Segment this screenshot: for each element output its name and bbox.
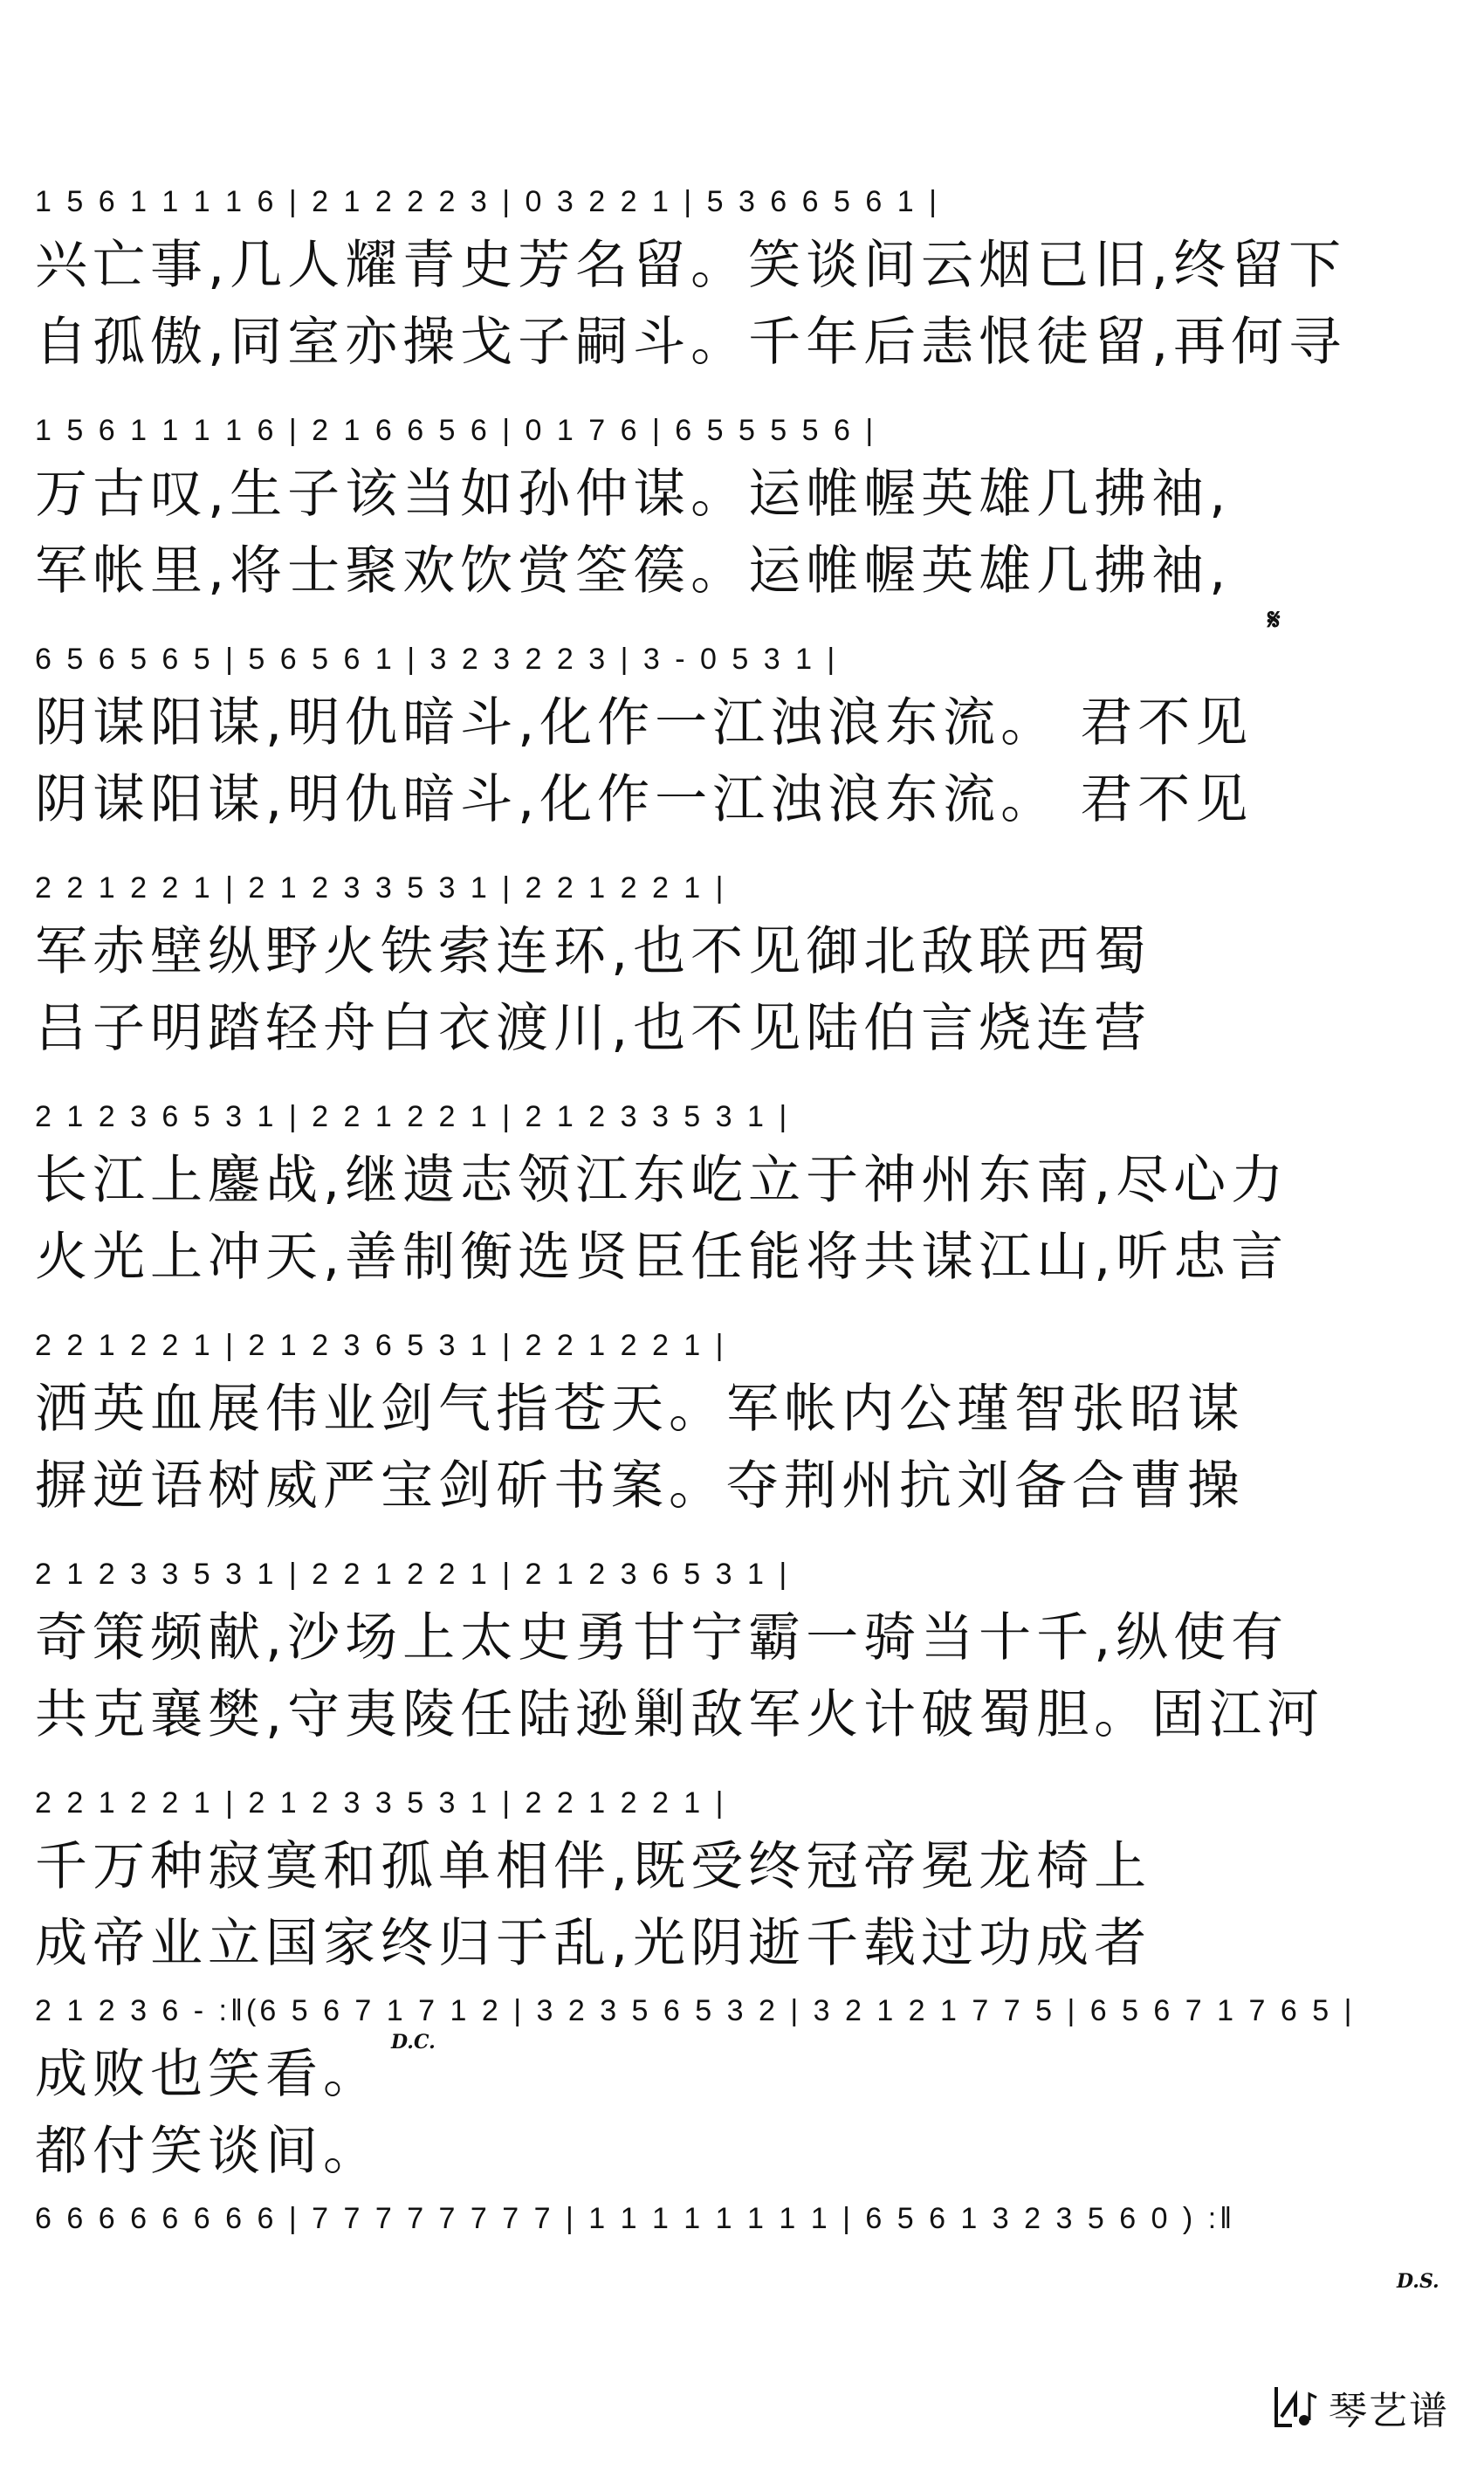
notation-text: 2 1 2 3 3 5 3 1 | 2 2 1 2 2 1 | 2 1 2 3 6 5 3 1 | xyxy=(35,1558,791,1591)
site-logo xyxy=(1269,2379,1449,2435)
lyric-line-verse-1: 长江上鏖战,继遗志领江东屹立于神州东南,尽心力 xyxy=(35,1150,1289,1211)
segno-mark: 𝄋 xyxy=(1268,602,1281,637)
notation-text: 6 5 6 5 6 5 | 5 6 5 6 1 | 3 2 3 2 2 3 | 3 - 0 5 3 1 | xyxy=(35,643,839,676)
notation-line xyxy=(35,623,1453,685)
notation-text: 6 6 6 6 6 6 6 6 | 7 7 7 7 7 7 7 7 | 1 1 1 1 1 1 1 1 | 6 5 6 1 3 2 3 5 6 0 ) :‖ xyxy=(35,2202,1236,2235)
lyric-line-verse-2: 火光上冲天,善制衡选贤臣任能将共谋江山,听忠言 xyxy=(35,1227,1289,1288)
notation-text: 2 2 1 2 2 1 | 2 1 2 3 3 5 3 1 | 2 2 1 2 2 1 | xyxy=(35,1786,727,1820)
music-system xyxy=(35,1767,1453,1982)
lyric-line-verse-2: 摒逆语树威严宝剑斫书案。夺荆州抗刘备合曹操 xyxy=(35,1455,1245,1517)
lyric-line-verse-1: 军赤壁纵野火铁索连环,也不见御北敌联西蜀 xyxy=(35,921,1152,982)
notation-text: 2 1 2 3 6 5 3 1 | 2 2 1 2 2 1 | 2 1 2 3 3 5 3 1 | xyxy=(35,1100,791,1133)
notation-text: 2 1 2 3 6 - :‖(6 5 6 7 1 7 1 2 | 3 2 3 5 6 5 3 2 | 3 2 1 2 1 7 7 5 | 6 5 6 7 1 7 6 5 | xyxy=(35,1994,1356,2027)
music-system xyxy=(35,623,1453,838)
music-system xyxy=(35,166,1453,381)
lyric-line-verse-1: 万古叹,生子该当如孙仲谋。运帷幄英雄几拂袖, xyxy=(35,464,1232,525)
music-system xyxy=(35,1975,1453,2190)
lyric-line-verse-1: 奇策频献,沙场上太史勇甘宁霸一骑当十千,纵使有 xyxy=(35,1607,1289,1668)
dc-mark: D.C. xyxy=(391,2031,436,2054)
lyric-line-verse-1: 洒英血展伟业剑气指苍天。军帐内公瑾智张昭谋 xyxy=(35,1379,1245,1440)
lyric-line-verse-2: 都付笑谈间。 xyxy=(35,2121,381,2182)
notation-line xyxy=(35,852,1453,913)
notation-text: 2 2 1 2 2 1 | 2 1 2 3 6 5 3 1 | 2 2 1 2 2 1 | xyxy=(35,1329,727,1362)
notation-text: 1 5 6 1 1 1 1 6 | 2 1 2 2 2 3 | 0 3 2 2 1 | 5 3 6 6 5 6 1 | xyxy=(35,185,940,218)
notation-line xyxy=(35,1310,1453,1371)
notation-line xyxy=(35,166,1453,227)
lyric-line-verse-2: 共克襄樊,守夷陵任陆逊剿敌军火计破蜀胆。固江河 xyxy=(35,1684,1325,1745)
lyric-line-verse-1: 阴谋阳谋,明仇暗斗,化作一江浊浪东流。 君不见 xyxy=(35,692,1254,753)
music-system xyxy=(35,852,1453,1067)
lyric-line-verse-2: 自孤傲,同室亦操戈子嗣斗。千年后恚恨徒留,再何寻 xyxy=(35,312,1347,373)
notation-line xyxy=(35,2183,1453,2244)
music-system xyxy=(35,1081,1453,1296)
music-system-instrumental xyxy=(35,2183,1453,2244)
lyric-line-verse-2: 阴谋阳谋,明仇暗斗,化作一江浊浪东流。 君不见 xyxy=(35,769,1254,830)
lyric-line-verse-2: 成帝业立国家终归于乱,光阴逝千载过功成者 xyxy=(35,1913,1152,1974)
music-system xyxy=(35,1310,1453,1524)
notation-line xyxy=(35,1081,1453,1142)
lyric-line-verse-1: 千万种寂寞和孤单相伴,既受终冠帝冕龙椅上 xyxy=(35,1836,1152,1897)
notation-text: 2 2 1 2 2 1 | 2 1 2 3 3 5 3 1 | 2 2 1 2 2 1 | xyxy=(35,871,727,905)
ds-mark: D.S. xyxy=(1397,2270,1439,2293)
logo-text: 琴艺谱 xyxy=(1329,2389,1449,2433)
lyric-line-verse-2: 吕子明踏轻舟白衣渡川,也不见陆伯言烧连营 xyxy=(35,998,1152,1059)
notation-line xyxy=(35,1538,1453,1600)
notation-line xyxy=(35,1975,1453,2036)
music-system xyxy=(35,395,1453,609)
notation-line xyxy=(35,1767,1453,1828)
notation-text: 1 5 6 1 1 1 1 6 | 2 1 6 6 5 6 | 0 1 7 6 | 6 5 5 5 5 6 | xyxy=(35,414,877,447)
lyric-line-verse-2: 军帐里,将士聚欢饮赏筌篌。运帷幄英雄几拂袖, xyxy=(35,540,1232,602)
lyric-line-verse-1: 成败也笑看。 xyxy=(35,2044,381,2105)
notation-line xyxy=(35,395,1453,456)
music-note-logo-icon xyxy=(1269,2382,1320,2432)
music-system xyxy=(35,1538,1453,1753)
lyric-line-verse-1: 兴亡事,几人耀青史芳名留。笑谈间云烟已旧,终留下 xyxy=(35,235,1347,296)
